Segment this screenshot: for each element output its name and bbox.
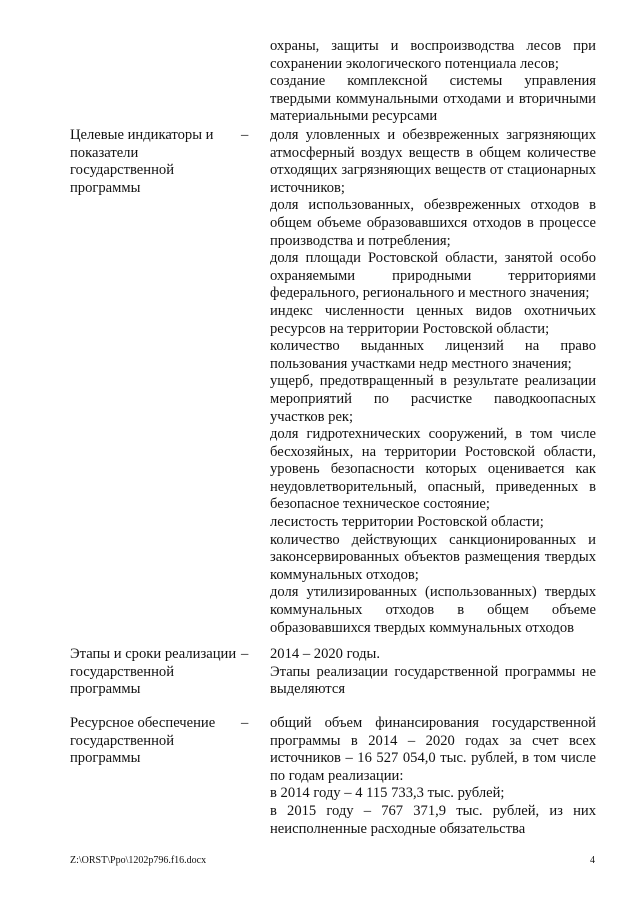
- continuation-paragraph: создание комплексной системы управления твердыми коммунальными отходами и вторичными материальными ресурсами: [270, 73, 596, 125]
- top-continuation: [270, 38, 596, 126]
- section-content-resources: [270, 715, 596, 838]
- page-number: 4: [590, 855, 595, 866]
- section-label-indicators: Целевые индикаторы и показатели государственной программы: [70, 127, 214, 196]
- indicator-item: лесистость территории Ростовской области;: [270, 514, 544, 531]
- indicator-item: доля гидротехнических сооружений, в том числе бесхозяйных, на территории Ростовской области, уровень безопасности которых оценивается как неудовлетворительный, опасный, приведенных в безопасное техническое состояние;: [270, 426, 596, 513]
- indicator-item: ущерб, предотвращенный в результате реализации мероприятий по расчистке паводкоопасных участков рек;: [270, 373, 596, 425]
- indicator-item: доля уловленных и обезвреженных загрязняющих атмосферный воздух веществ в общем количестве отходящих загрязняющих веществ от стационарных источников;: [270, 127, 596, 196]
- resource-item: в 2015 году – 767 371,9 тыс. рублей, из них неисполненные расходные обязательства: [270, 802, 596, 837]
- indicator-item: количество действующих санкционированных и законсервированных объектов размещения твердых коммунальных отходов;: [270, 531, 596, 583]
- section-dash: –: [241, 646, 249, 662]
- footer-file-path: Z:\ORST\Ppo\1202p796.f16.docx: [70, 855, 207, 866]
- indicator-item: доля использованных, обезвреженных отходов в общем объеме образовавшихся отходов в процессе производства и потребления;: [270, 197, 596, 249]
- indicator-item: количество выданных лицензий на право пользования участками недр местного значения;: [270, 338, 596, 372]
- indicator-item: доля утилизированных (использованных) твердых коммунальных отходов в общем объеме образовавшихся твердых коммунальных отходов: [270, 584, 596, 636]
- section-dash: –: [241, 715, 249, 731]
- stage-item: Этапы реализации государственной программы не выделяются: [270, 663, 596, 698]
- section-label-resources: Ресурсное обеспечение государственной программы: [70, 715, 216, 767]
- section-label-stages: Этапы и сроки реализации государственной программы: [70, 646, 237, 698]
- resource-item: общий объем финансирования государственной программы в 2014 – 2020 годах за счет всех источников – 16 527 054,0 тыс. рублей, в том числе по годам реализации:: [270, 715, 596, 784]
- indicator-item: доля площади Ростовской области, занятой особо охраняемыми природными территориями федерального, регионального и местного значения;: [270, 250, 596, 302]
- stage-item: 2014 – 2020 годы.: [270, 646, 380, 662]
- section-dash: –: [241, 127, 249, 143]
- indicator-item: индекс численности ценных видов охотничьих ресурсов на территории Ростовской области;: [270, 302, 596, 337]
- continuation-paragraph: охраны, защиты и воспроизводства лесов при сохранении экологического потенциала лесов;: [270, 38, 596, 72]
- resource-item: в 2014 году – 4 115 733,3 тыс. рублей;: [270, 785, 505, 802]
- section-content-stages: [270, 646, 596, 699]
- section-content-indicators: [270, 127, 596, 637]
